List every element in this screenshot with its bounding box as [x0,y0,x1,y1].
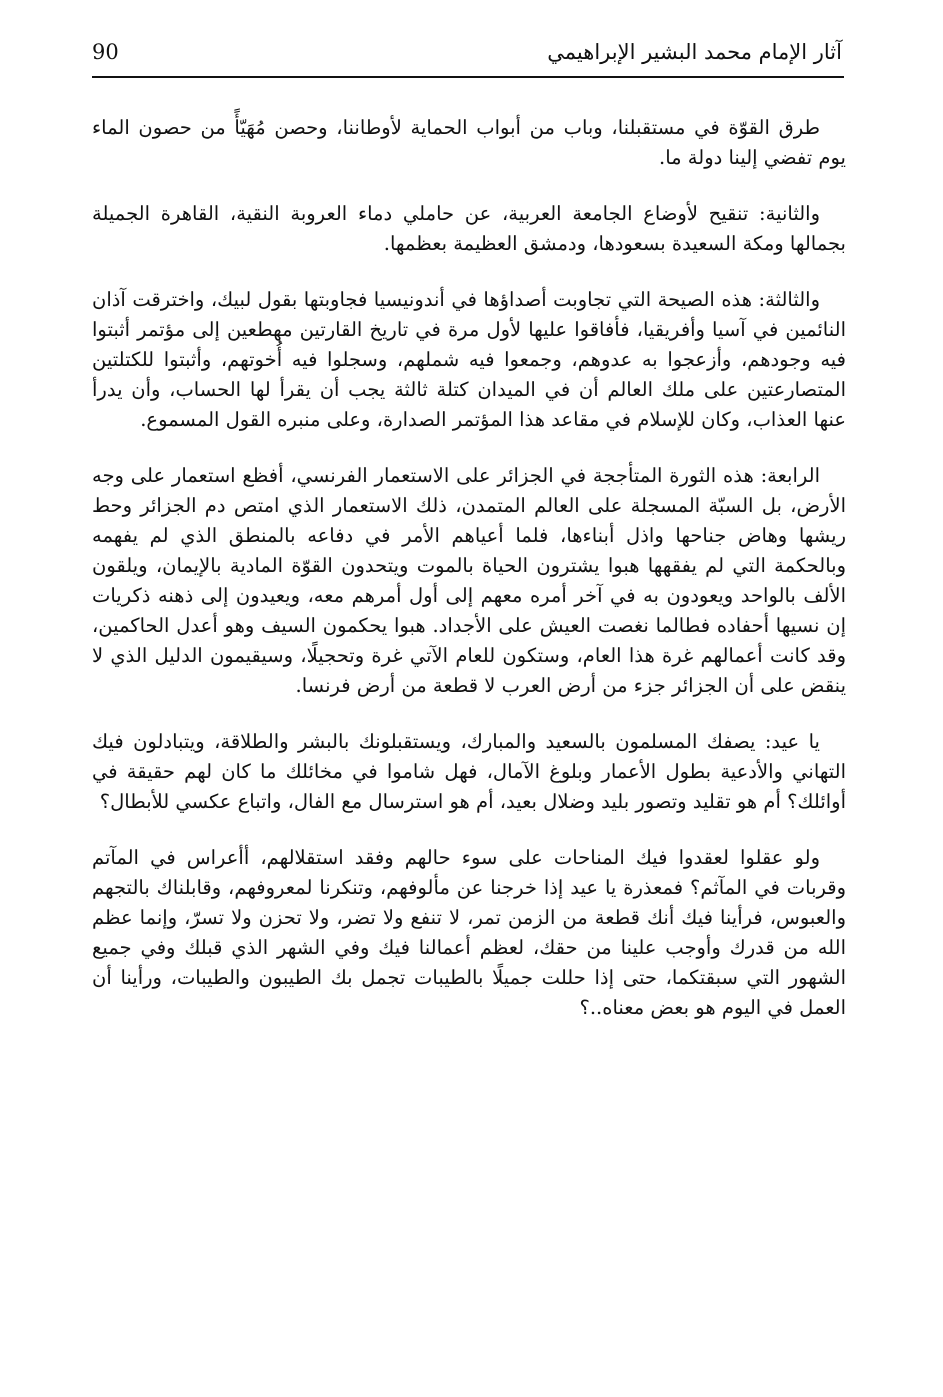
paragraph-1: طرق القوّة في مستقبلنا، وباب من أبواب الحماية لأوطاننا، وحصن مُهَيّأً من حصون الماء يوم تفضي إلينا دولة ما. [92,116,846,169]
body-text [92,113,846,1023]
running-title: آثار الإمام محمد البشير الإبراهيمي [547,40,842,64]
paragraph-4: الرابعة: هذه الثورة المتأججة في الجزائر على الاستعمار الفرنسي، أفظع استعمار على وجه الأرض، بل السبّة المسجلة على العالم المتمدن، ذلك الاستعمار الذي امتص دم الجزائر وحط ريشها وهاض جناحها واذل أبناءها، فلما أعياهم الأمر في دفاعه بالمنطق الذي لم يفهمه وبالحكمة التي لم يفقهها هبوا يشترون الحياة بالموت ويتحدون القوّة المادية بالإيمان، ويلقون الألف بالواحد ويعودون به في آخر أمره معهم إلى أول أمرهم معه، ويعيدون إلى ذهنه ذكريات إن نسيها أحفاده فطالما نغصت العيش على الأجداد. هبوا يحكمون السيف وهو أعدل الحاكمين، وقد كانت أعمالهم غرة هذا العام، وستكون للعام الآتي غرة وتحجيلًا، وسيقيمون الدليل الذي لا ينقض على أن الجزائر جزء من أرض العرب لا قطعة من أرض فرنسا. [92,464,846,697]
page-number: 90 [92,40,119,64]
paragraph-3: والثالثة: هذه الصيحة التي تجاوبت أصداؤها في أندونيسيا فجاوبتها بقول لبيك، واخترقت آذان النائمين في آسيا وأفريقيا، فأفاقوا عليها لأول مرة في تاريخ القارتين مهطعين إلى مؤتمر أثبتوا فيه وجودهم، وأزعجوا به عدوهم، وجمعوا فيه شملهم، وسجلوا فيه أُخوتهم، وأثبتوا للكتلتين المتصارعتين على ملك العالم أن في الميدان كتلة ثالثة يجب أن يقرأ لها الحساب، وأن يدرأ عنها العذاب، وكان للإسلام في مقاعد هذا المؤتمر الصدارة، وعلى منبره القول المسموع. [92,288,846,431]
paragraph-5: يا عيد: يصفك المسلمون بالسعيد والمبارك، ويستقبلونك بالبشر والطلاقة، ويتبادلون فيك التهاني والأدعية بطول الأعمار وبلوغ الآمال، فهل شاموا في مخائلك ما كان لهم حقيقة في أوائلك؟ أم هو تقليد وتصور بليد وضلال بعيد، أم هو استرسال مع الفال، واتباع عكسي للأبطال؟ [92,730,846,813]
paragraph-6: ولو عقلوا لعقدوا فيك المناحات على سوء حالهم وفقد استقلالهم، أأعراس في المآتم وقربات في المآثم؟ فمعذرة يا عيد إذا خرجنا عن مألوفهم، وتنكرنا لمعروفهم، وقابلناك بالتجهم والعبوس، فرأينا فيك أنك قطعة من الزمن تمر، لا تنفع ولا تضر، ولا تحزن ولا تسرّ، وإنما عظم الله من قدرك وأوجب علينا من حقك، لعظم أعمالنا فيك وفي الشهر الذي قبلك وفي جميع الشهور التي سبقتكما، حتى إذا حللت جميلًا بالطيبات تجمل بك الطيبون والطيبات، ورأينا أن العمل في اليوم هو بعض معناه..؟ [92,846,846,1019]
page-header [92,36,844,78]
paragraph-2: والثانية: تنقيح لأوضاع الجامعة العربية، عن حاملي دماء العروبة النقية، القاهرة الجميلة بجمالها ومكة السعيدة بسعودها، ودمشق العظيمة بعظمها. [92,202,846,255]
